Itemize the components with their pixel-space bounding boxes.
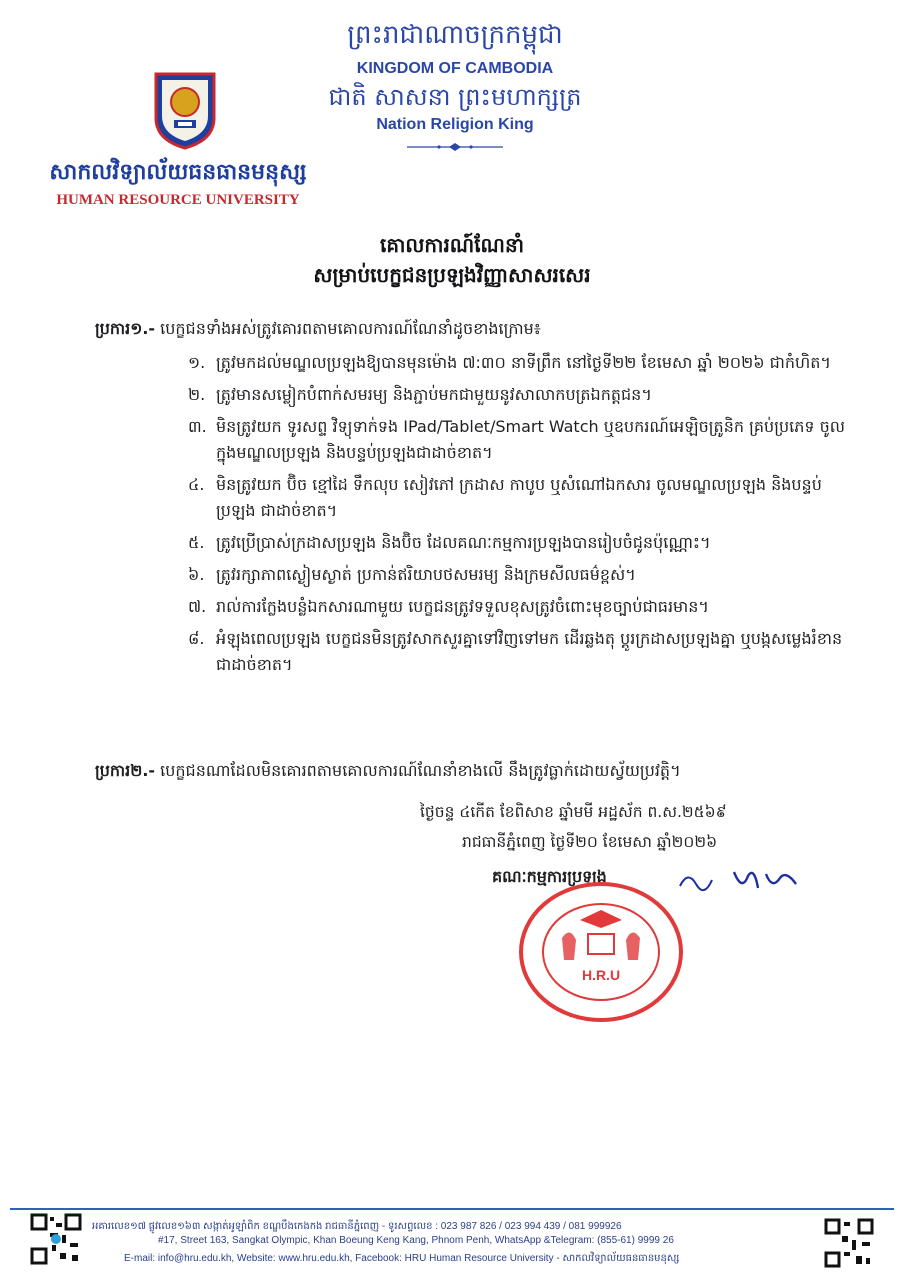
footer-contact: E-mail: info@hru.edu.kh, Website: www.hru.edu.kh, Facebook: HRU Human Resource University - សាកលវិទ្យាល័យធនធានមនុស្ស <box>124 1253 680 1264</box>
date-lunar: ថ្ងៃចន្ទ ៤កើត ខែពិសាខ ឆ្នាំមមី អដ្ឋស័ក ព.ស.២៥៦៩ <box>420 803 727 821</box>
item-text: ត្រូវមកដល់មណ្ឌលប្រឡងឱ្យបានមុនម៉ោង ៧:៣០ នាទីព្រឹក នៅថ្ងៃទី២២ ខែមេសា ឆ្នាំ ២០២៦ ជាកំហិត។ <box>216 353 831 372</box>
item-number: ៨. <box>188 629 205 648</box>
date-solar: រាជធានីភ្នំពេញ ថ្ងៃទី២០ ខែមេសា ឆ្នាំ២០២៦ <box>462 833 718 851</box>
document-subtitle: សម្រាប់បេក្ខជនប្រឡងវិញ្ញាសាសរសេរ <box>313 263 591 287</box>
exam-committee: គណៈកម្មការប្រឡង <box>492 867 607 886</box>
item-number: ៥. <box>188 533 205 552</box>
article-2-label: ប្រការ២.- <box>95 761 156 780</box>
list-item <box>188 414 848 466</box>
item-text: មិនត្រូវយក ទូរសព្ទ វិទ្យុទាក់ទង IPad/Tablet/Smart Watch ឬឧបករណ៍អេឡិចត្រូនិក គ្រប់ប្រភេទ ចូលក្នុងមណ្ឌលប្រឡង និងបន្ទប់ប្រឡងជាដាច់ខាត។ <box>216 417 845 462</box>
article-2-text: បេក្ខជនណាដែលមិនគោរពតាមគោលការណ៍ណែនាំខាងលើ នឹងត្រូវធ្លាក់ដោយស្វ័យប្រវត្តិ។ <box>160 761 681 780</box>
item-text: អំឡុងពេលប្រឡង បេក្ខជនមិនត្រូវសាកសួរគ្នាទៅវិញទៅមក ដើរឆ្លងតុ ប្តូរក្រដាសប្រឡងគ្នា ឬបង្កសម្លេងរំខាន ជាដាច់ខាត។ <box>216 629 843 674</box>
item-text: មិនត្រូវយក ប៊ិច ខ្មៅដៃ ទឹកលុប សៀវភៅ ក្រដាស កាបូប ឬសំណៅឯកសារ ចូលមណ្ឌលប្រឡង និងបន្ទប់ប្រឡង ជាដាច់ខាត។ <box>216 475 822 520</box>
item-number: ១. <box>188 353 206 372</box>
footer-address-khmer: អគារលេខ១៧ ផ្លូវលេខ១៦៣ សង្កាត់អូឡាំពិក ខណ្ឌបឹងកេងកង រាជធានីភ្នំពេញ - ទូរសព្ទលេខ : 023 987 826 / 023 994 439 / 081 999926 <box>92 1221 622 1232</box>
kingdom-english: KINGDOM OF CAMBODIA <box>356 60 554 77</box>
list-item <box>188 594 848 620</box>
list-item <box>188 530 848 556</box>
qr-code-icon <box>30 1213 82 1265</box>
divider-ornament <box>405 142 505 152</box>
footer-divider <box>10 1208 894 1210</box>
article-1-items <box>188 350 848 684</box>
university-name-khmer: សាកលវិទ្យាល័យធនធានមនុស្ស <box>49 160 307 185</box>
university-name-english: HUMAN RESOURCE UNIVERSITY <box>56 192 300 208</box>
item-text: ត្រូវមានសម្លៀកបំពាក់សមរម្យ និងភ្ជាប់មកជាមួយនូវសាលាកបត្រឯកត្តជន។ <box>216 385 652 404</box>
footer-address-english: #17, Street 163, Sangkat Olympic, Khan Boeung Keng Kang, Phnom Penh, WhatsApp &Telegram: (855-61) 9999 26 <box>158 1235 674 1246</box>
list-item <box>188 626 848 678</box>
item-number: ២. <box>188 385 206 404</box>
item-number: ៧. <box>188 597 207 616</box>
university-logo <box>152 70 218 150</box>
motto-english: Nation Religion King <box>376 116 534 133</box>
seal-text: H.R.U <box>581 967 621 983</box>
article-1 <box>95 316 855 342</box>
item-number: ៣. <box>188 417 207 436</box>
article-1-label: ប្រការ១.- <box>95 319 156 338</box>
item-number: ៤. <box>188 475 205 494</box>
motto-khmer: ជាតិ សាសនា ព្រះមហាក្សត្រ <box>328 83 582 111</box>
official-seal <box>518 880 684 1024</box>
kingdom-khmer: ព្រះរាជាណាចក្រកម្ពុជា <box>347 20 563 50</box>
document-title: គោលការណ៍ណែនាំ <box>379 233 525 257</box>
item-number: ៦. <box>188 565 205 584</box>
item-text: ត្រូវប្រើប្រាស់ក្រដាសប្រឡង និងប៊ិច ដែលគណៈកម្មការប្រឡងបានរៀបចំជូនប៉ុណ្ណោះ។ <box>216 533 711 552</box>
list-item <box>188 562 848 588</box>
article-1-text: បេក្ខជនទាំងអស់ត្រូវគោរពតាមគោលការណ៍ណែនាំដូចខាងក្រោម៖ <box>160 319 541 338</box>
list-item <box>188 350 848 376</box>
item-text: រាល់ការក្លែងបន្លំឯកសារណាមួយ បេក្ខជនត្រូវទទួលខុសត្រូវចំពោះមុខច្បាប់ជាធរមាន។ <box>216 597 709 616</box>
list-item <box>188 382 848 408</box>
signature <box>676 862 806 896</box>
article-2 <box>95 758 855 784</box>
qr-code-icon <box>824 1218 874 1268</box>
list-item <box>188 472 848 524</box>
item-text: ត្រូវរក្សាភាពស្ងៀមស្ងាត់ ប្រកាន់ឥរិយាបថសមរម្យ និងក្រមសីលធម៌ខ្ពស់។ <box>216 565 636 584</box>
